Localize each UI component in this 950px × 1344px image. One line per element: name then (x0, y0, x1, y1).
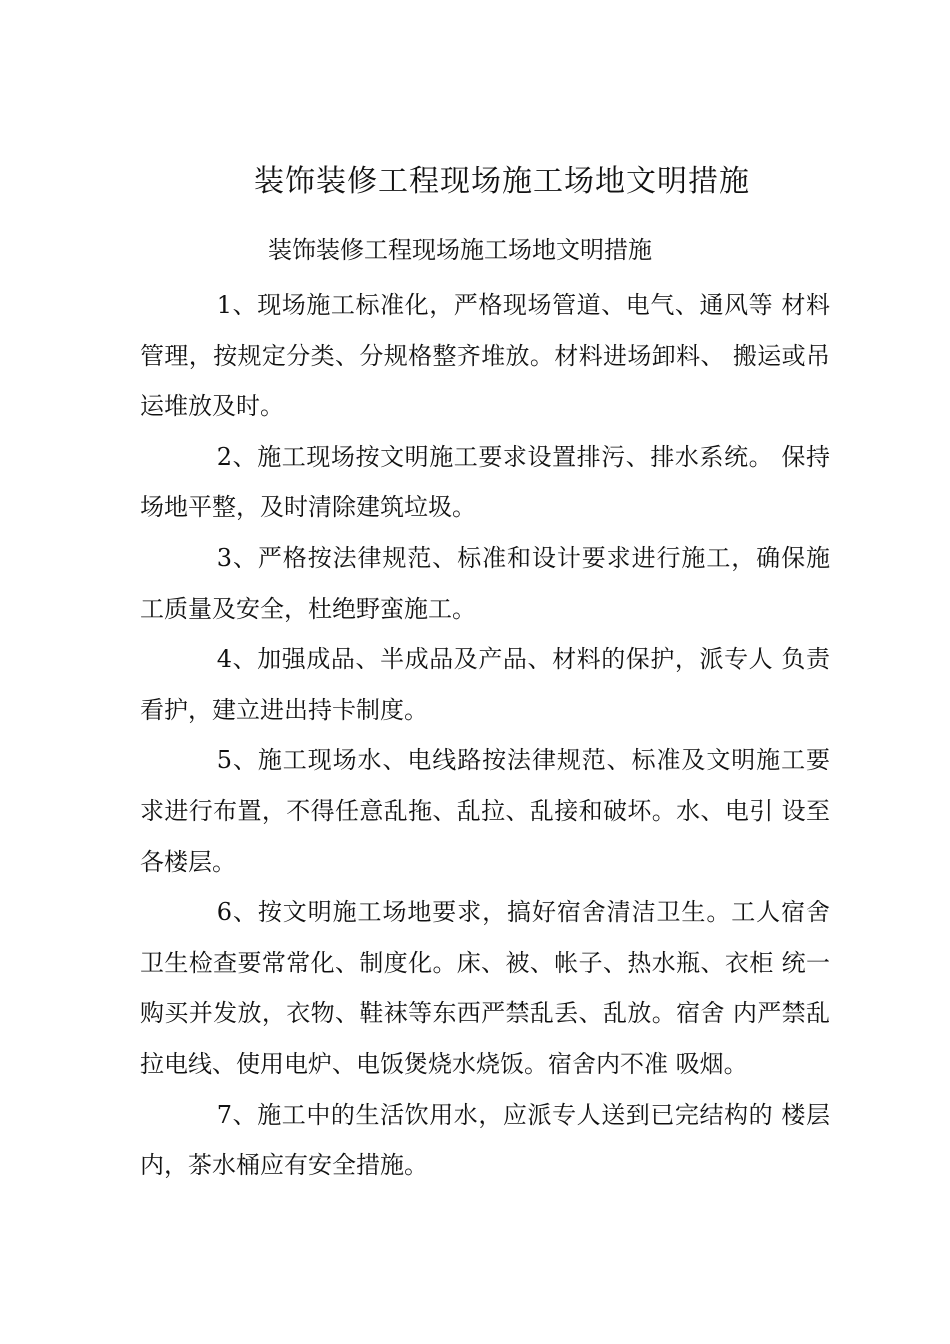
page-title: 装饰装修工程现场施工场地文明措施 (254, 164, 750, 199)
document-body (140, 280, 830, 1191)
paragraph-5: 5、施工现场水、电线路按法律规范、标准及文明施工要求进行布置，不得任意乱拖、乱拉、乱接和破坏。水、电引 设至各楼层。 (140, 746, 830, 876)
paragraph-6: 6、按文明施工场地要求，搞好宿舍清洁卫生。工人宿舍卫生检查要常常化、制度化。床、被、帐子、热水瓶、衣柜 统一购买并发放，衣物、鞋袜等东西严禁乱丢、乱放。宿舍 内严禁乱拉电线、使用电炉、电饭煲烧水烧饭。宿舍内不准 吸烟。 (140, 898, 830, 1078)
paragraph-1: 1、现场施工标准化，严格现场管道、电气、通风等 材料管理，按规定分类、分规格整齐堆放。材料进场卸料、 搬运或吊运堆放及时。 (140, 291, 830, 421)
section-heading: 装饰装修工程现场施工场地文明措施 (268, 236, 652, 264)
paragraph-3: 3、严格按法律规范、标准和设计要求进行施工，确保施工质量及安全，杜绝野蛮施工。 (140, 543, 830, 623)
paragraph-4: 4、加强成品、半成品及产品、材料的保护，派专人 负责看护，建立进出持卡制度。 (140, 645, 830, 724)
paragraph-2: 2、施工现场按文明施工要求设置排污、排水系统。 保持场地平整，及时清除建筑垃圾。 (140, 442, 830, 522)
paragraph-7: 7、施工中的生活饮用水，应派专人送到已完结构的 楼层内，茶水桶应有安全措施。 (140, 1100, 830, 1180)
